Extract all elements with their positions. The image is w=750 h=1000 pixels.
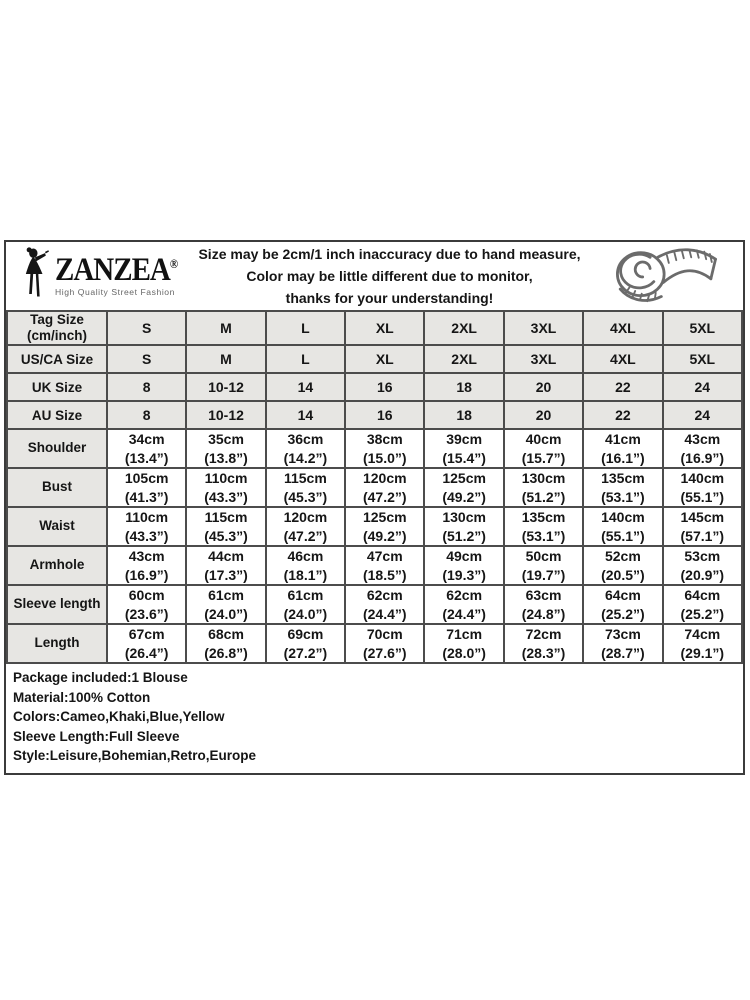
table-cell: 68cm (26.8”) <box>186 624 265 663</box>
measure-notice <box>186 243 593 309</box>
table-cell: 3XL <box>504 311 583 345</box>
table-cell: 72cm (28.3”) <box>504 624 583 663</box>
table-cell: 47cm (18.5”) <box>345 546 424 585</box>
table-cell: 38cm (15.0”) <box>345 429 424 468</box>
table-cell: 2XL <box>424 311 503 345</box>
table-cell: 120cm (47.2”) <box>345 468 424 507</box>
table-cell: 10-12 <box>186 373 265 401</box>
table-cell: L <box>266 311 345 345</box>
table-cell: 34cm (13.4”) <box>107 429 186 468</box>
row-label-length: Length <box>7 624 107 663</box>
table-row-waist <box>7 507 742 546</box>
table-cell: 105cm (41.3”) <box>107 468 186 507</box>
table-cell: 50cm (19.7”) <box>504 546 583 585</box>
detail-line-colors: Colors:Cameo,Khaki,Blue,Yellow <box>13 709 225 725</box>
table-cell: 61cm (24.0”) <box>186 585 265 624</box>
table-cell: 24 <box>663 373 742 401</box>
table-cell: 145cm (57.1”) <box>663 507 742 546</box>
table-cell: 4XL <box>583 311 662 345</box>
table-cell: M <box>186 345 265 373</box>
table-row-bust <box>7 468 742 507</box>
table-cell: 5XL <box>663 311 742 345</box>
table-cell: 16 <box>345 373 424 401</box>
table-cell: 46cm (18.1”) <box>266 546 345 585</box>
brand-logo <box>10 245 186 308</box>
table-cell: 60cm (23.6”) <box>107 585 186 624</box>
table-cell: 110cm (43.3”) <box>186 468 265 507</box>
table-cell: 22 <box>583 401 662 429</box>
table-cell: 36cm (14.2”) <box>266 429 345 468</box>
row-label-line: (cm/inch) <box>26 328 87 343</box>
table-cell: 140cm (55.1”) <box>583 507 662 546</box>
row-label-bust: Bust <box>7 468 107 507</box>
table-cell: 18 <box>424 401 503 429</box>
table-cell: 49cm (19.3”) <box>424 546 503 585</box>
detail-line-material: Material:100% Cotton <box>13 689 151 705</box>
row-label-sleeve-length: Sleeve length <box>7 585 107 624</box>
table-cell: 8 <box>107 401 186 429</box>
table-cell: 35cm (13.8”) <box>186 429 265 468</box>
table-cell: 115cm (45.3”) <box>266 468 345 507</box>
table-cell: 135cm (53.1”) <box>504 507 583 546</box>
notice-line: thanks for your understanding! <box>285 290 494 306</box>
table-cell: S <box>107 311 186 345</box>
table-cell: 130cm (51.2”) <box>504 468 583 507</box>
row-label-us-ca-size: US/CA Size <box>7 345 107 373</box>
table-cell: 8 <box>107 373 186 401</box>
detail-line-style: Style:Leisure,Bohemian,Retro,Europe <box>13 748 257 764</box>
product-details-section <box>6 664 743 773</box>
table-cell: 110cm (43.3”) <box>107 507 186 546</box>
table-cell: 14 <box>266 373 345 401</box>
detail-line-package: Package included:1 Blouse <box>13 670 188 685</box>
table-cell: 125cm (49.2”) <box>424 468 503 507</box>
table-cell: 69cm (27.2”) <box>266 624 345 663</box>
table-cell: 22 <box>583 373 662 401</box>
notice-line: Size may be 2cm/1 inch inaccuracy due to hand measure, <box>198 246 581 262</box>
table-row-au-size <box>7 401 742 429</box>
table-cell: XL <box>345 345 424 373</box>
table-cell: 52cm (20.5”) <box>583 546 662 585</box>
table-cell: XL <box>345 311 424 345</box>
table-cell: 140cm (55.1”) <box>663 468 742 507</box>
brand-wordmark-block <box>55 251 179 297</box>
table-row-tag-size <box>7 311 742 345</box>
table-cell: 120cm (47.2”) <box>266 507 345 546</box>
table-cell: 62cm (24.4”) <box>424 585 503 624</box>
table-cell: 115cm (45.3”) <box>186 507 265 546</box>
row-label-armhole: Armhole <box>7 546 107 585</box>
table-cell: 64cm (25.2”) <box>583 585 662 624</box>
table-cell: 71cm (28.0”) <box>424 624 503 663</box>
table-cell: 64cm (25.2”) <box>663 585 742 624</box>
table-row-uk-size <box>7 373 742 401</box>
table-cell: 10-12 <box>186 401 265 429</box>
table-cell: 67cm (26.4”) <box>107 624 186 663</box>
row-label-line: Tag Size <box>30 312 84 327</box>
table-cell: 43cm (16.9”) <box>663 429 742 468</box>
table-cell: 5XL <box>663 345 742 373</box>
table-cell: 4XL <box>583 345 662 373</box>
table-cell: 74cm (29.1”) <box>663 624 742 663</box>
table-cell: 39cm (15.4”) <box>424 429 503 468</box>
table-row-armhole <box>7 546 742 585</box>
detail-line-sleeve-length: Sleeve Length:Full Sleeve <box>13 728 180 744</box>
tape-measure-icon <box>593 246 739 306</box>
row-label-shoulder: Shoulder <box>7 429 107 468</box>
table-cell: 16 <box>345 401 424 429</box>
table-cell: 130cm (51.2”) <box>424 507 503 546</box>
size-chart-sheet <box>4 240 745 775</box>
table-cell: 14 <box>266 401 345 429</box>
sheet-header <box>6 242 743 310</box>
table-cell: 20 <box>504 373 583 401</box>
table-cell: 2XL <box>424 345 503 373</box>
table-cell: 61cm (24.0”) <box>266 585 345 624</box>
table-cell: M <box>186 311 265 345</box>
row-label-au-size: AU Size <box>7 401 107 429</box>
brand-wordmark: ZANZEA® <box>55 251 179 288</box>
table-cell: 62cm (24.4”) <box>345 585 424 624</box>
registered-mark: ® <box>169 257 179 272</box>
brand-tagline: High Quality Street Fashion <box>55 286 175 297</box>
table-cell: 3XL <box>504 345 583 373</box>
table-cell: 44cm (17.3”) <box>186 546 265 585</box>
table-row-sleeve-length <box>7 585 742 624</box>
notice-line: Color may be little different due to monitor, <box>246 268 533 284</box>
table-cell: S <box>107 345 186 373</box>
table-cell: 73cm (28.7”) <box>583 624 662 663</box>
table-cell: 53cm (20.9”) <box>663 546 742 585</box>
table-cell: 20 <box>504 401 583 429</box>
table-cell: 70cm (27.6”) <box>345 624 424 663</box>
table-cell: 41cm (16.1”) <box>583 429 662 468</box>
row-label-uk-size: UK Size <box>7 373 107 401</box>
table-cell: 125cm (49.2”) <box>345 507 424 546</box>
table-cell: 135cm (53.1”) <box>583 468 662 507</box>
woman-silhouette-icon <box>20 245 50 308</box>
table-cell: 40cm (15.7”) <box>504 429 583 468</box>
table-row-us-ca-size <box>7 345 742 373</box>
table-cell: 43cm (16.9”) <box>107 546 186 585</box>
table-row-shoulder <box>7 429 742 468</box>
row-label-waist: Waist <box>7 507 107 546</box>
table-cell: 63cm (24.8”) <box>504 585 583 624</box>
size-table <box>6 310 743 664</box>
table-cell: 24 <box>663 401 742 429</box>
table-row-length <box>7 624 742 663</box>
table-cell: L <box>266 345 345 373</box>
table-cell: 18 <box>424 373 503 401</box>
row-label-tag-size <box>7 311 107 345</box>
